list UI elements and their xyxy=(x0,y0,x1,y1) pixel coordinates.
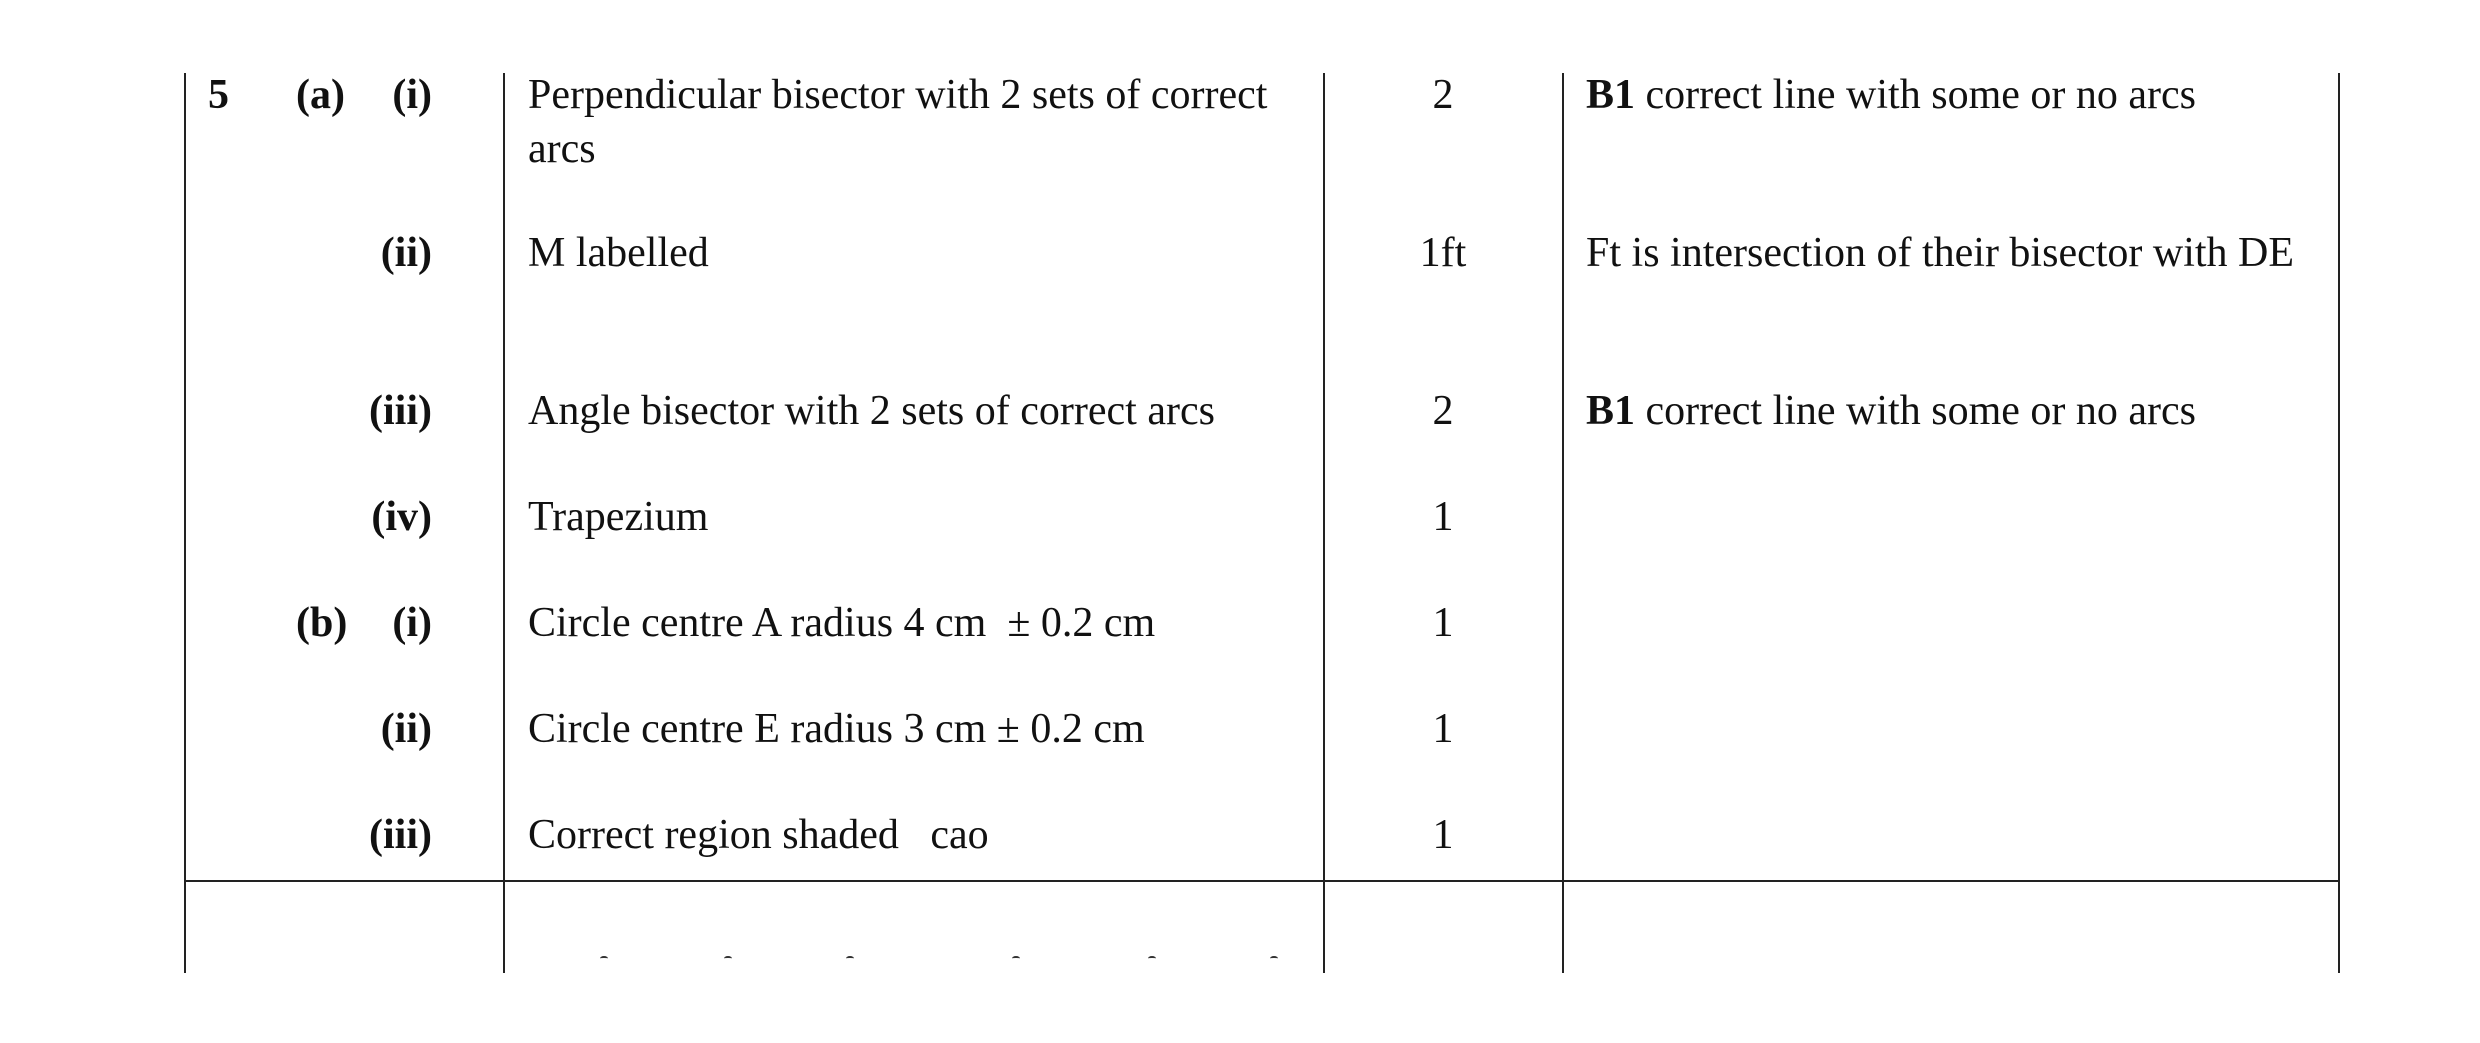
answer-a-i: Perpendicular bisector with 2 sets of correct arcs xyxy=(528,72,1268,172)
guidance-a-iii xyxy=(1586,384,2326,438)
guidance-text-a-ii: Ft is intersection of their bisector with DE xyxy=(1586,230,2295,276)
guidance-text-a-iii: correct line with some or no arcs xyxy=(1635,388,2196,434)
row-separator xyxy=(184,880,2340,882)
sub-label-a-iv: (iv) xyxy=(371,494,432,540)
answer-b-ii: Circle centre E radius 3 cm ± 0.2 cm xyxy=(528,706,1145,752)
sub-label-a-iii: (iii) xyxy=(369,388,432,434)
mark-a-i: 2 xyxy=(1432,72,1454,118)
mark-a-iv: 1 xyxy=(1432,494,1454,540)
mark-a-ii: 1ft xyxy=(1419,230,1467,276)
sub-label-a-i: (i) xyxy=(392,72,432,118)
cutoff-next-row-fragment xyxy=(528,952,1308,966)
answer-b-iii: Correct region shaded cao xyxy=(528,812,989,858)
guidance-bold-a-iii: B1 xyxy=(1586,388,1636,434)
guidance-column-divider xyxy=(1562,73,1564,973)
mark-b-i: 1 xyxy=(1432,600,1454,646)
answer-a-iv: Trapezium xyxy=(528,494,709,540)
guidance-a-i xyxy=(1586,68,2326,122)
part-label-b: (b) xyxy=(296,600,348,646)
sub-label-b-i: (i) xyxy=(392,600,432,646)
mark-column-divider xyxy=(1323,73,1325,973)
answer-a-iii: Angle bisector with 2 sets of correct arcs xyxy=(528,388,1215,434)
part-label-a: (a) xyxy=(296,72,345,118)
guidance-text-a-i: correct line with some or no arcs xyxy=(1635,72,2196,118)
guidance-a-ii xyxy=(1586,226,2326,280)
table-right-border xyxy=(2338,73,2340,973)
table-left-border xyxy=(184,73,186,973)
sub-label-a-ii: (ii) xyxy=(380,230,432,276)
question-number: 5 xyxy=(208,72,229,118)
sub-label-b-ii: (ii) xyxy=(380,706,432,752)
mark-a-iii: 2 xyxy=(1432,388,1454,434)
answer-b-i: Circle centre A radius 4 cm ± 0.2 cm xyxy=(528,600,1156,646)
guidance-bold-a-i: B1 xyxy=(1586,72,1636,118)
answer-a-ii: M labelled xyxy=(528,230,709,276)
mark-b-iii: 1 xyxy=(1432,812,1454,858)
mark-b-ii: 1 xyxy=(1432,706,1454,752)
sub-label-b-iii: (iii) xyxy=(369,812,432,858)
answer-column-divider xyxy=(503,73,505,973)
